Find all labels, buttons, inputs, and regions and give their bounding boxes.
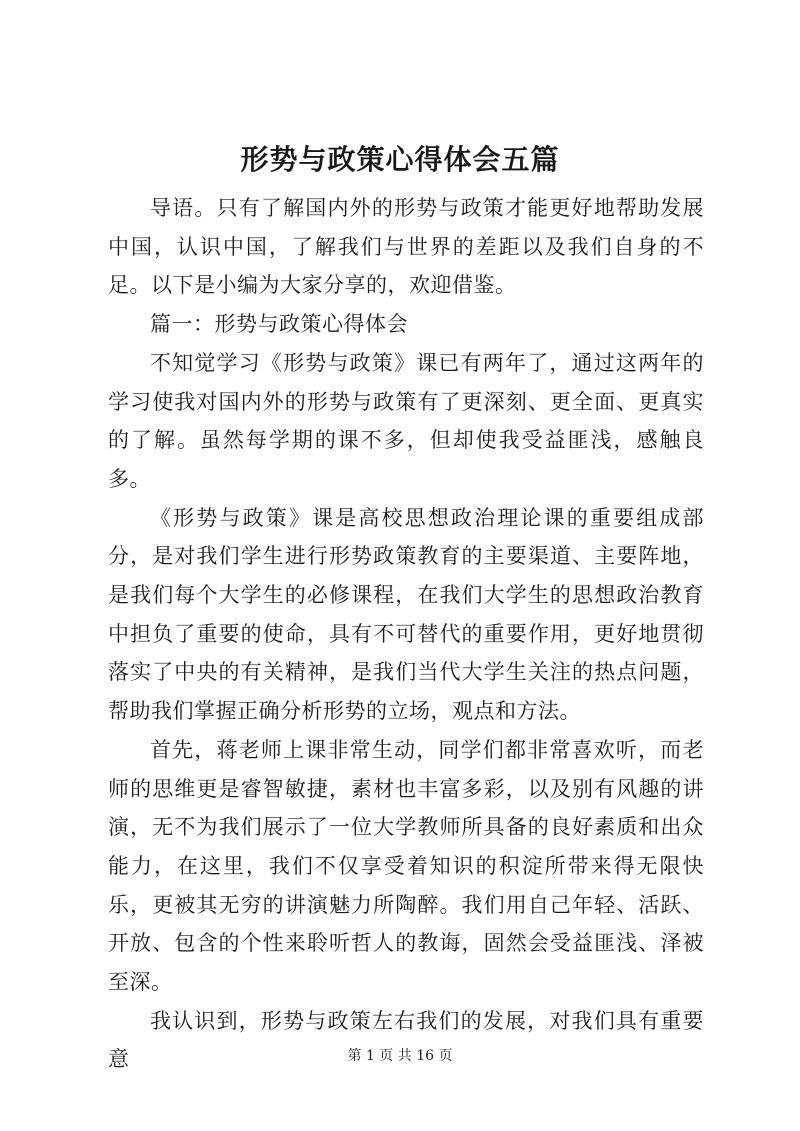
paragraph: 《形势与政策》课是高校思想政治理论课的重要组成部分，是对我们学生进行形势政策教育的主要渠道、主要阵地，是我们每个大学生的必修课程，在我们大学生的思想政治教育中担负了重要的使命，具有不可替代的重要作用，更好地贯彻落实了中央的有关精神，是我们当代大学生关注的热点问题，帮助我们掌握正确分析形势的立场，观点和方法。: [108, 505, 704, 724]
page-number-footer: 第 1 页 共 16 页: [347, 1048, 453, 1064]
document-body: [108, 189, 704, 1079]
paragraph: 我认识到，形势与政策左右我们的发展，对我们具有重要意: [108, 1008, 704, 1072]
page-title: 形势与政策心得体会五篇: [240, 143, 560, 176]
paragraph: 不知觉学习《形势与政策》课已有两年了，通过这两年的学习使我对国内外的形势与政策有了更深刻、更全面、更真实的了解。虽然每学期的课不多，但却使我受益匪浅，感触良多。: [108, 350, 704, 491]
section-heading: 篇一：形势与政策心得体会: [150, 312, 408, 337]
paragraph-intro: 导语。只有了解国内外的形势与政策才能更好地帮助发展中国，认识中国，了解我们与世界的差距以及我们自身的不足。以下是小编为大家分享的，欢迎借鉴。: [108, 196, 704, 298]
paragraph: 首先，蒋老师上课非常生动，同学们都非常喜欢听，而老师的思维更是睿智敏捷，素材也丰富多彩，以及别有风趣的讲演，无不为我们展示了一位大学教师所具备的良好素质和出众能力，在这里，我们不仅享受着知识的积淀所带来得无限快乐，更被其无穷的讲演魅力所陶醉。我们用自己年轻、活跃、开放、包含的个性来聆听哲人的教诲，固然会受益匪浅、泽被至深。: [108, 737, 704, 995]
